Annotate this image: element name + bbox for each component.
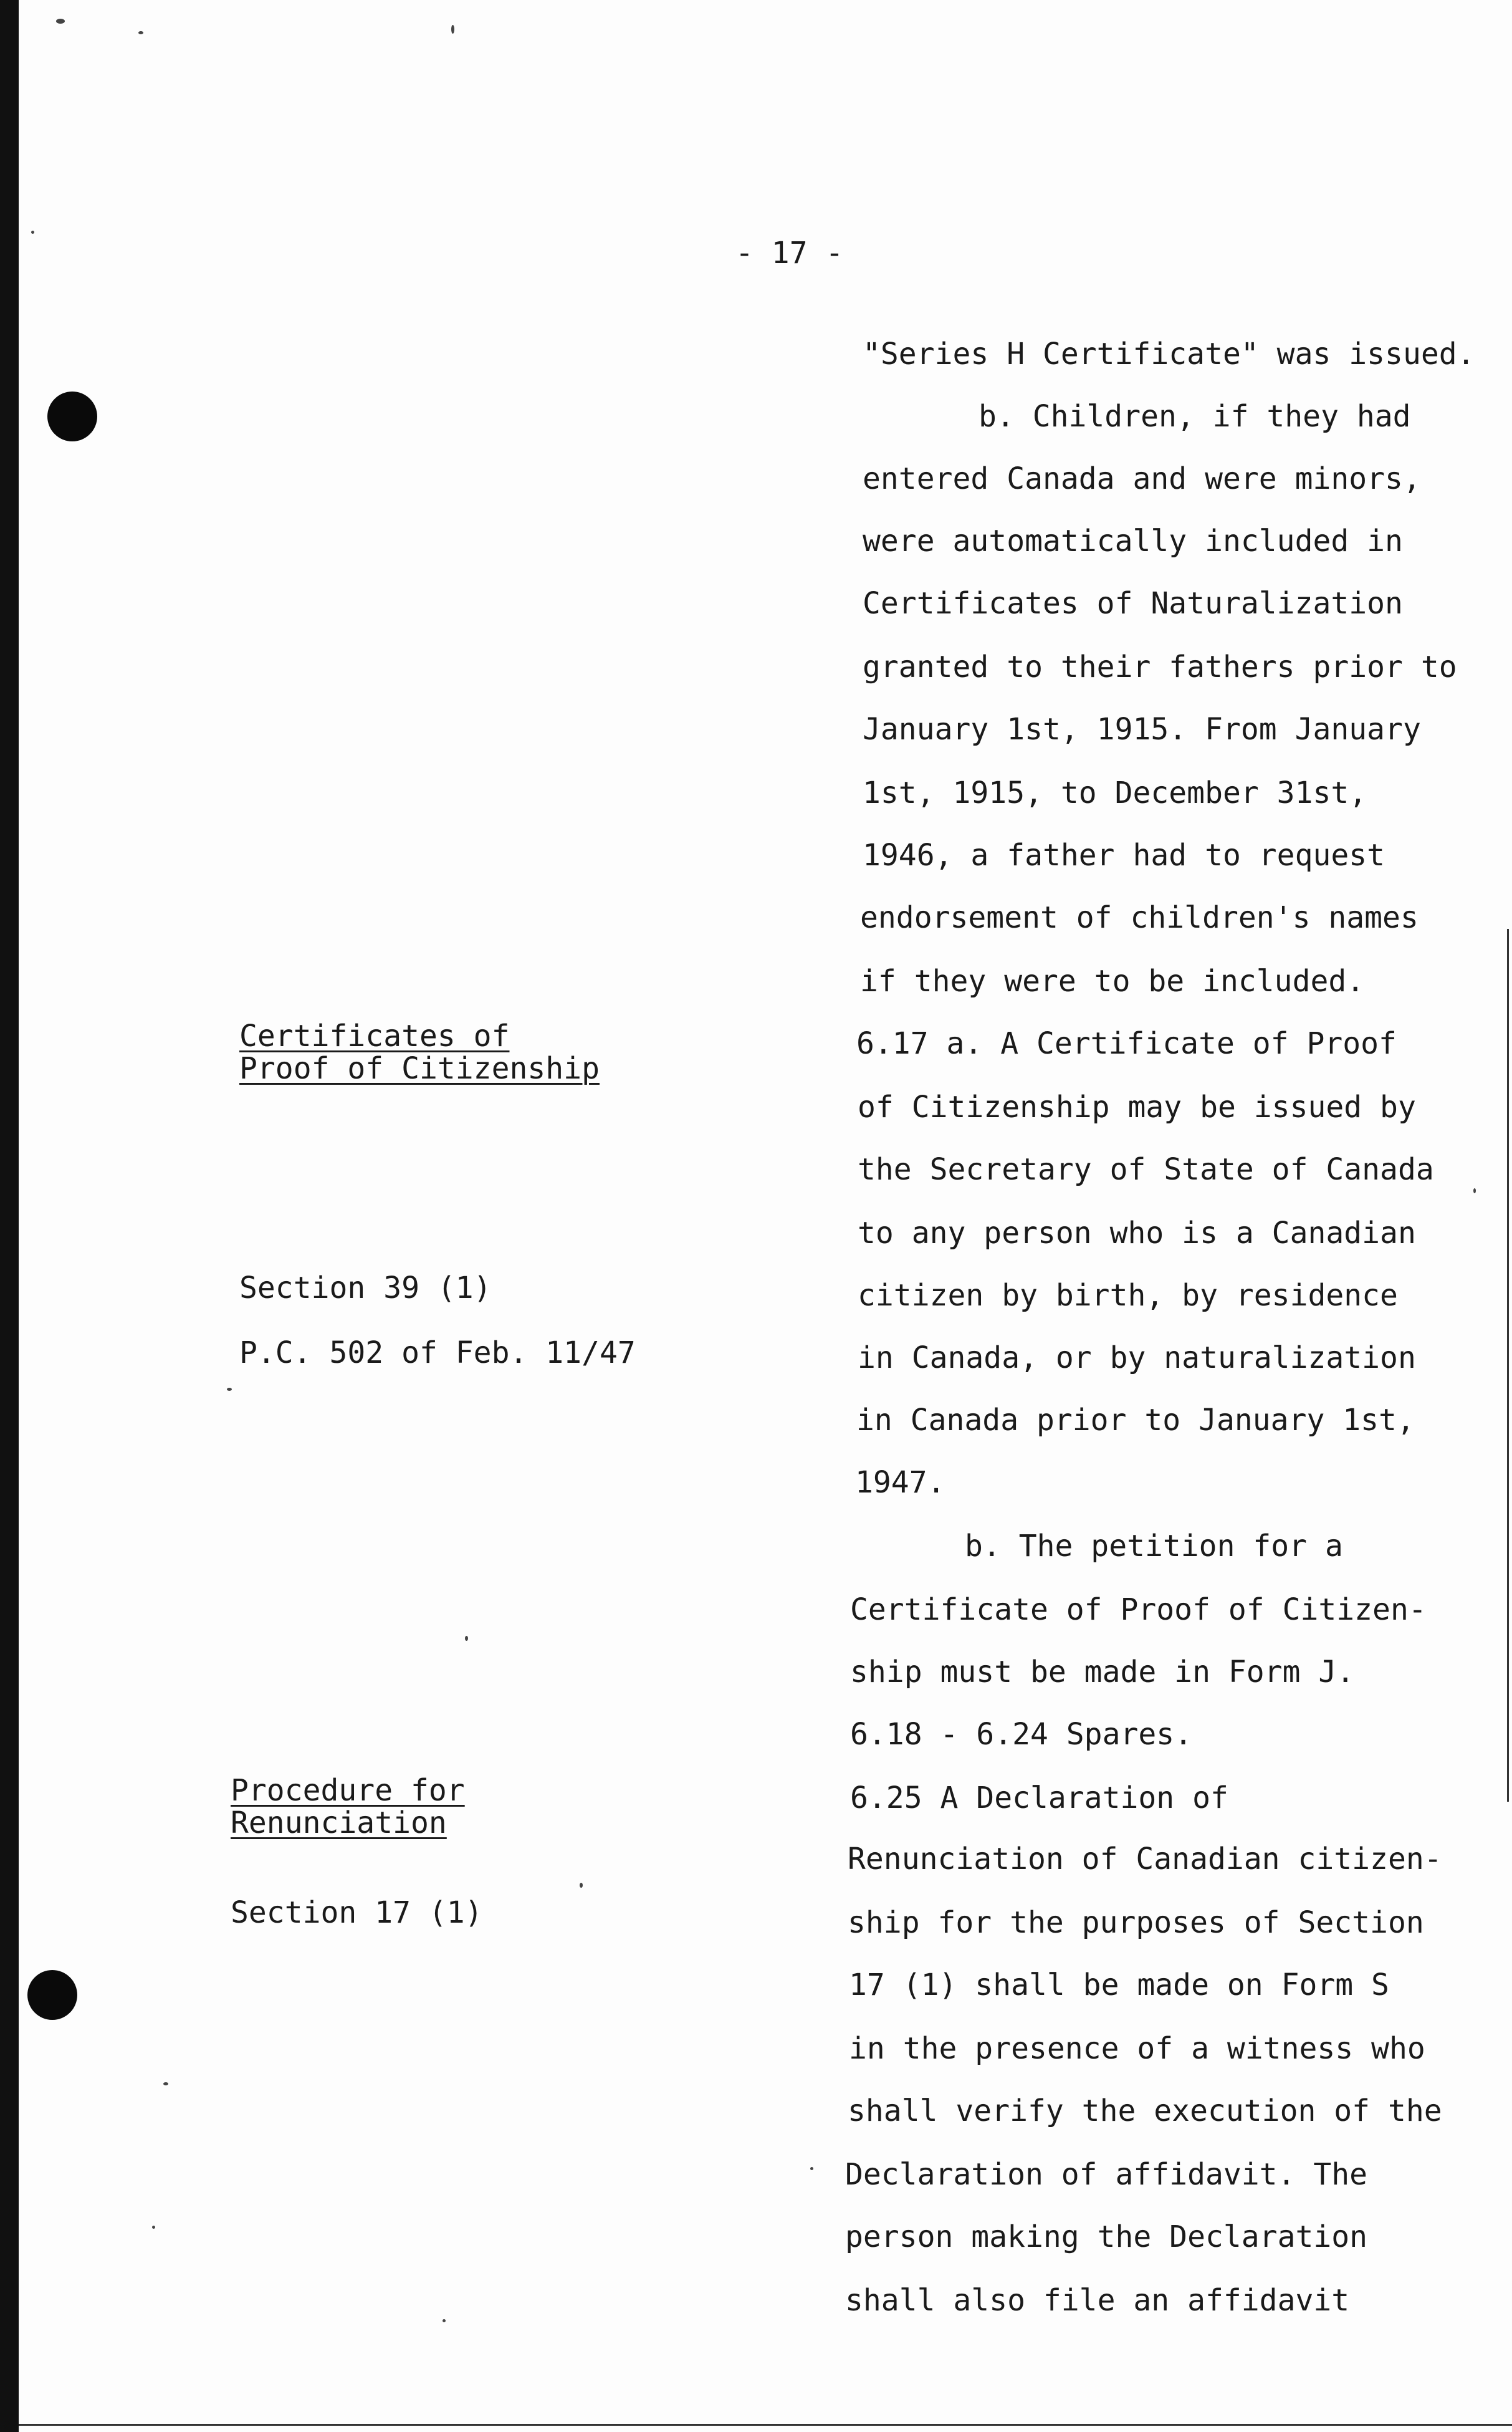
body-text-line: if they were to be included.: [860, 964, 1365, 999]
body-text-line: the Secretary of State of Canada: [858, 1152, 1434, 1187]
body-text-line: person making the Declaration: [845, 2219, 1368, 2254]
page-number: - 17 -: [735, 236, 844, 271]
scan-speck: [31, 231, 34, 234]
body-text-line: Certificates of Naturalization: [863, 586, 1403, 621]
body-text-line: shall verify the execution of the: [848, 2093, 1442, 2128]
body-text-line: January 1st, 1915. From January: [863, 712, 1421, 747]
body-text-line: 6.25 A Declaration of: [850, 1781, 1228, 1815]
scan-speck: [138, 31, 143, 34]
body-text-line: entered Canada and were minors,: [863, 461, 1421, 496]
scan-speck: [56, 19, 65, 24]
body-text-line: granted to their fathers prior to: [863, 650, 1457, 685]
margin-heading-line: Procedure for: [231, 1773, 465, 1808]
body-text-line: ship must be made in Form J.: [850, 1655, 1355, 1689]
body-text-line: in Canada prior to January 1st,: [856, 1403, 1415, 1438]
margin-note-section-39: Section 39 (1): [239, 1271, 492, 1305]
body-text-line: 1st, 1915, to December 31st,: [863, 776, 1367, 810]
body-text-line: to any person who is a Canadian: [858, 1216, 1416, 1251]
body-text-line: of Citizenship may be issued by: [858, 1090, 1416, 1125]
punch-hole-bottom: [27, 1970, 77, 2020]
body-text-line: Renunciation of Canadian citizen-: [848, 1842, 1442, 1877]
body-text-line: "Series H Certificate" was issued.: [863, 337, 1475, 372]
scan-speck: [443, 2319, 446, 2322]
body-text-line: b. The petition for a: [965, 1529, 1343, 1564]
body-text-line: in the presence of a witness who: [849, 2031, 1425, 2066]
body-text-line: 17 (1) shall be made on Form S: [849, 1968, 1389, 2002]
body-text-line: Declaration of affidavit. The: [845, 2157, 1368, 2192]
margin-note-pc-502: P.C. 502 of Feb. 11/47: [239, 1335, 636, 1370]
margin-note-section-17: Section 17 (1): [231, 1895, 483, 1930]
body-text-line: 1947.: [855, 1465, 945, 1500]
body-text-line: citizen by birth, by residence: [858, 1278, 1398, 1313]
scan-speck: [163, 2082, 168, 2085]
margin-heading-certificates: [239, 1020, 600, 1085]
body-text-line: 6.18 - 6.24 Spares.: [850, 1717, 1193, 1752]
margin-heading-line: Certificates of: [239, 1019, 510, 1054]
body-text-line: shall also file an affidavit: [845, 2283, 1350, 2318]
scan-speck: [152, 2226, 155, 2229]
body-text-line: endorsement of children's names: [860, 900, 1419, 935]
margin-heading-procedure: [231, 1774, 465, 1839]
scan-speck: [580, 1883, 583, 1888]
margin-heading-line: Proof of Citizenship: [239, 1051, 600, 1086]
body-text-line: Certificate of Proof of Citizen-: [850, 1592, 1427, 1627]
body-text-line: ship for the purposes of Section: [848, 1905, 1424, 1940]
punch-hole-top: [47, 392, 97, 441]
margin-heading-line: Renunciation: [231, 1805, 447, 1840]
body-text-line: 6.17 a. A Certificate of Proof: [856, 1026, 1397, 1061]
scan-speck: [810, 2167, 813, 2170]
body-text-line: b. Children, if they had: [978, 399, 1411, 434]
body-text-line: were automatically included in: [863, 524, 1403, 559]
body-text-line: in Canada, or by naturalization: [858, 1340, 1416, 1375]
scan-right-edge: [1507, 929, 1509, 1802]
scan-speck: [227, 1388, 232, 1391]
scan-left-edge: [0, 0, 19, 2432]
scan-bottom-edge: [19, 2424, 1512, 2426]
scan-speck: [465, 1636, 468, 1641]
scan-speck: [1473, 1188, 1476, 1193]
body-text-line: 1946, a father had to request: [863, 838, 1385, 873]
scan-speck: [451, 25, 454, 34]
